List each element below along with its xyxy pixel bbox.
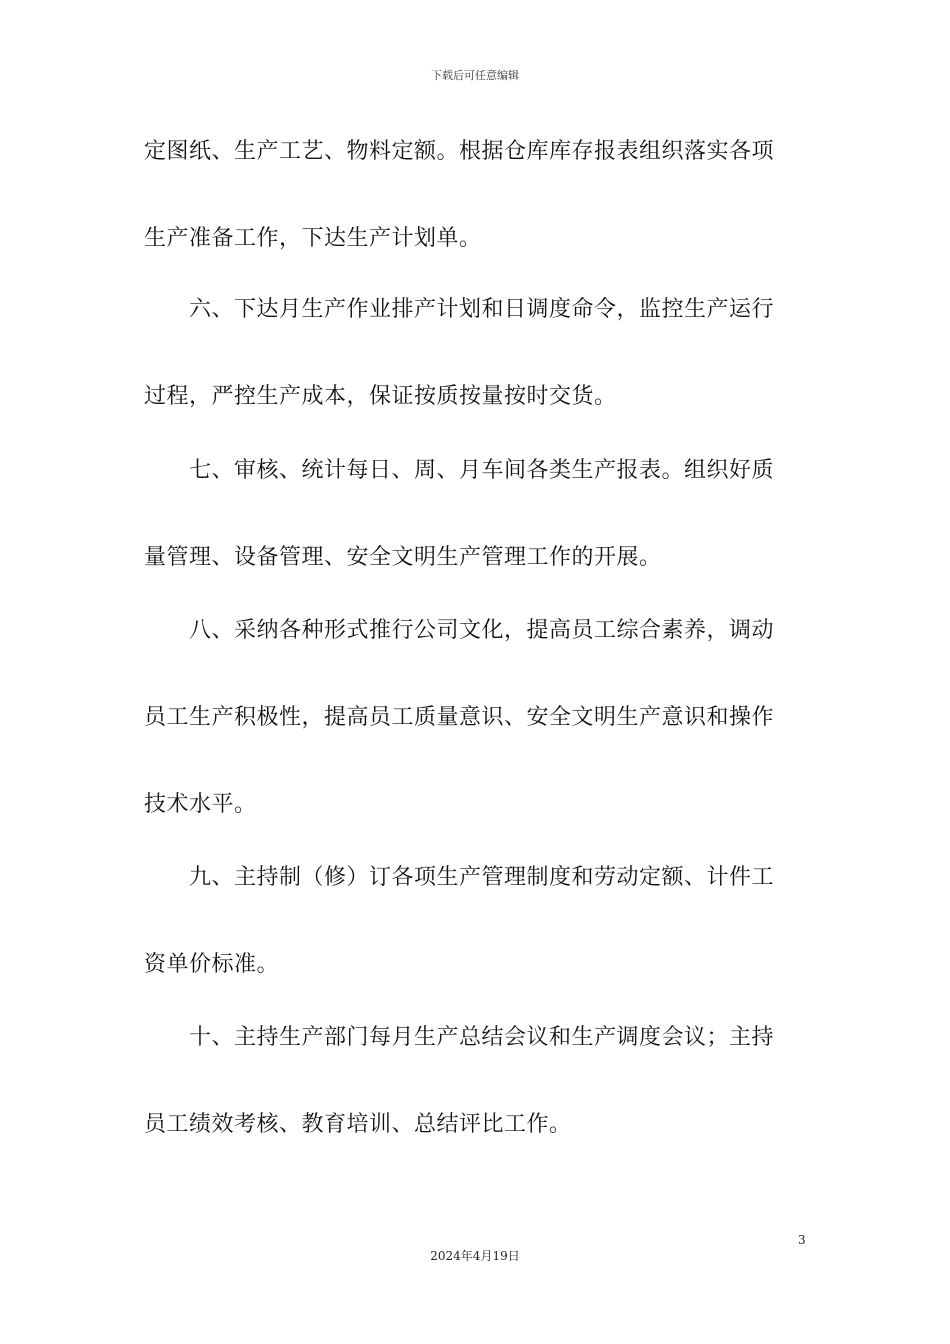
text-line: 六、下达月生产作业排产计划和日调度命令，监控生产运行 <box>189 297 775 322</box>
text-line: 量管理、设备管理、安全文明生产管理工作的开展。 <box>144 545 662 570</box>
text-line: 八、采纳各种形式推行公司文化，提高员工综合素养，调动 <box>189 618 775 643</box>
text-line: 生产准备工作，下达生产计划单。 <box>144 226 482 251</box>
page-footer-date: 2024年4月19日 <box>430 1249 520 1263</box>
page-header: 下载后可任意编辑 <box>431 69 519 82</box>
text-line: 技术水平。 <box>144 792 257 817</box>
text-line: 资单价标准。 <box>144 952 280 977</box>
text-line: 定图纸、生产工艺、物料定额。根据仓库库存报表组织落实各项 <box>144 139 775 164</box>
text-line: 过程，严控生产成本，保证按质按量按时交货。 <box>144 384 617 409</box>
text-line: 九、主持制（修）订各项生产管理制度和劳动定额、计件工 <box>189 865 775 890</box>
text-line: 十、主持生产部门每月生产总结会议和生产调度会议；主持 <box>189 1025 775 1050</box>
text-line: 员工绩效考核、教育培训、总结评比工作。 <box>144 1112 572 1137</box>
text-line: 员工生产积极性，提高员工质量意识、安全文明生产意识和操作 <box>144 705 775 730</box>
text-line: 七、审核、统计每日、周、月车间各类生产报表。组织好质 <box>189 458 775 483</box>
page-number: 3 <box>798 1233 806 1247</box>
